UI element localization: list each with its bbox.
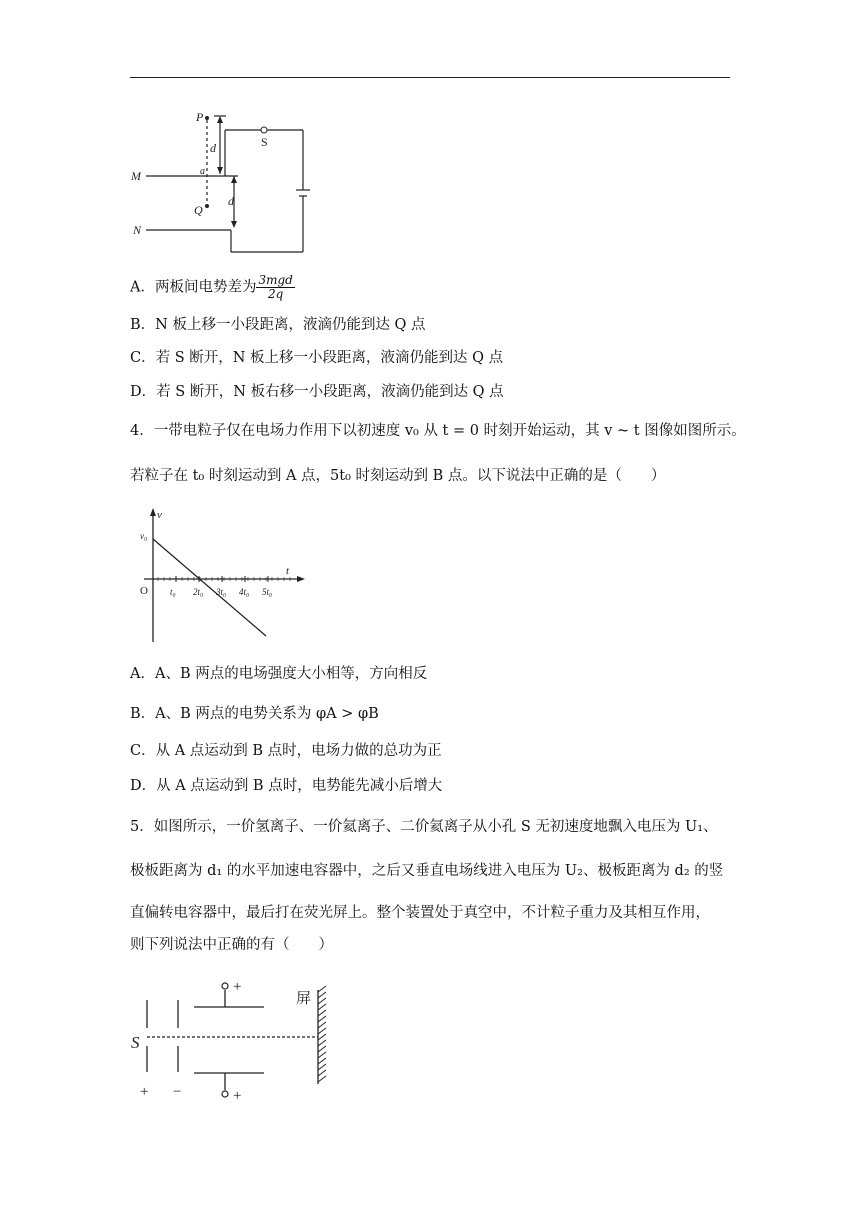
- q3-option-a-fraction: [256, 274, 294, 301]
- label-P: P: [196, 110, 204, 124]
- screen-hatch-line: [318, 1034, 326, 1040]
- apparatus-figure: [128, 976, 338, 1106]
- plus-bottom-label: +: [233, 1088, 242, 1104]
- q4-option-d: D．从 A 点运动到 B 点时，电势能先减小后增大: [130, 778, 443, 794]
- fraction-numerator: 3mgd: [258, 273, 293, 287]
- label-a: a: [200, 166, 205, 177]
- q4-option-b: B．A、B 两点的电势关系为 φA > φB: [130, 706, 379, 722]
- screen-hatch-line: [318, 992, 326, 998]
- screen-hatch-line: [318, 1010, 326, 1016]
- q3-option-d: D．若 S 断开，N 板右移一小段距离，液滴仍能到达 Q 点: [130, 384, 504, 400]
- label-N: N: [133, 223, 142, 237]
- q5-stem-line-1: 5．如图所示，一价氢离子、一价氦离子、二价氦离子从小孔 S 无初速度地飘入电压为 U₁、: [130, 819, 718, 835]
- screen-label: 屏: [296, 991, 312, 1007]
- screen-hatch-line: [318, 1040, 326, 1046]
- q4-stem-line-2: 若粒子在 t₀ 时刻运动到 A 点，5t₀ 时刻运动到 B 点。以下说法中正确的是（ ）: [130, 468, 666, 484]
- q4-option-a: A．A、B 两点的电场强度大小相等，方向相反: [130, 666, 428, 682]
- q3-option-a: [130, 274, 295, 301]
- q4-stem-line-1: 4．一带电粒子仅在电场力作用下以初速度 v₀ 从 t = 0 时刻开始运动，其 v ~ t 图像如图所示。: [130, 423, 746, 439]
- q5-stem-line-3: 直偏转电容器中，最后打在荧光屏上。整个装置处于真空中，不计粒子重力及其相互作用，: [130, 905, 710, 921]
- screen-hatch-line: [318, 1058, 326, 1064]
- screen-hatch-line: [318, 1064, 326, 1070]
- top-rule: [130, 77, 730, 78]
- screen-hatch-line: [318, 1004, 326, 1010]
- origin-label: O: [140, 585, 148, 597]
- screen-hatch-line: [318, 1070, 326, 1076]
- vt-graph: [136, 506, 311, 646]
- label-d-top: d: [210, 141, 216, 155]
- fraction-denominator: 2q: [268, 287, 284, 301]
- tick-label: t₀: [170, 587, 176, 597]
- plus-top-label: +: [233, 979, 242, 995]
- label-M: M: [131, 169, 141, 183]
- v0-label: v₀: [140, 531, 148, 541]
- screen-hatch-line: [318, 986, 326, 992]
- screen-hatch-line: [318, 1046, 326, 1052]
- tick-label: 5t₀: [262, 587, 273, 597]
- left-plate-plus: +: [140, 1084, 149, 1100]
- screen-hatch-line: [318, 1052, 326, 1058]
- q5-stem-line-4: 则下列说法中正确的有（ ）: [130, 937, 333, 953]
- hole-S-label: S: [131, 1033, 140, 1052]
- screen-hatch-line: [318, 1016, 326, 1022]
- q4-option-c: C．从 A 点运动到 B 点时，电场力做的总功为正: [130, 743, 442, 759]
- q3-option-c: C．若 S 断开，N 板上移一小段距离，液滴仍能到达 Q 点: [130, 350, 504, 366]
- label-Q: Q: [194, 203, 203, 217]
- q3-option-a-text: A．两板间电势差为: [130, 279, 257, 296]
- screen-hatch-line: [318, 1022, 326, 1028]
- tick-label: 2t₀: [193, 587, 204, 597]
- screen-hatch-line: [318, 1028, 326, 1034]
- screen-hatch-line: [318, 998, 326, 1004]
- tick-label: 3t₀: [216, 587, 227, 597]
- y-axis-label: v: [157, 509, 162, 521]
- screen-hatch-line: [318, 1076, 326, 1082]
- q5-stem-line-2: 极板距离为 d₁ 的水平加速电容器中，之后又垂直电场线进入电压为 U₂、极板距离为 d₂ 的竖: [130, 863, 724, 879]
- q3-option-b: B．N 板上移一小段距离，液滴仍能到达 Q 点: [130, 317, 426, 333]
- circuit-figure: [128, 106, 318, 256]
- label-S: S: [261, 135, 268, 149]
- left-plate-minus: −: [173, 1084, 182, 1100]
- label-d-bottom: d: [228, 194, 234, 208]
- x-axis-label: t: [286, 565, 290, 577]
- tick-label: 4t₀: [239, 587, 250, 597]
